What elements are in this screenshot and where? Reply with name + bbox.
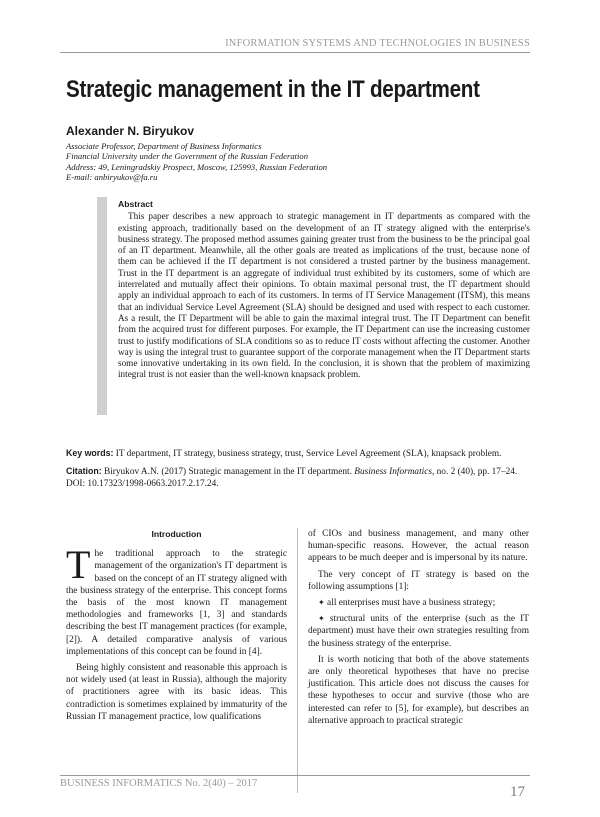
citation-text: Biryukov A.N. (2017) Strategic management in the IT department.	[101, 467, 355, 477]
running-header: INFORMATION SYSTEMS AND TECHNOLOGIES IN BUSINESS	[60, 38, 530, 53]
running-footer: BUSINESS INFORMATICS No. 2(40) – 2017	[60, 778, 258, 789]
citation-journal: Business Informatics,	[354, 467, 435, 477]
affiliation-address: Address: 49, Leningradskiy Prospect, Moscow, 125993, Russian Federation	[66, 161, 328, 172]
citation-label: Citation:	[66, 466, 102, 476]
bullet-icon: ✦	[318, 598, 325, 608]
list-item	[308, 613, 529, 650]
abstract-block	[118, 199, 530, 381]
author-name: Alexander N. Biryukov	[66, 124, 195, 138]
citation	[66, 466, 530, 490]
paragraph: It is worth noticing that both of the above statements are only theoretical hypotheses that have no precise justification. This article does not discuss the causes for these hypotheses to occur and survive (those who are interested can refer to [5], for example), but describes an alternative approach to practical strategic	[308, 654, 529, 726]
paragraph	[66, 542, 287, 658]
affiliation-university: Financial University under the Government of the Russian Federation	[66, 151, 309, 162]
paragraph: Being highly consistent and reasonable this approach is not widely used (at least in Russia), although the majority of practitioners agree with its basic ideas. This contradiction is sometimes explained by immaturity of the Russian IT management practice, low qualifications	[66, 663, 287, 722]
page-number: 17	[510, 784, 525, 800]
affiliation-email[interactable]: E-mail: anbiryukov@fa.ru	[66, 172, 158, 183]
paragraph: of CIOs and business management, and many other human-specific reasons. However, the actual reason appears to be much deeper and is impersonal by its nature.	[308, 529, 529, 564]
bullet-icon: ✦	[318, 614, 325, 624]
article-title: Strategic management in the IT department	[66, 76, 480, 103]
abstract-text: This paper describes a new approach to strategic management in IT departments as compared with the existing approach, traditionally based on the development of an IT strategy aligned with the enterprise's business strategy. The proposed method assumes gaining greater trust from the business to be the principal goal of an IT department. Meanwhile, all the other goals are treated as implications of the trust, because none of them can be achieved if the IT department is not considered a trusted partner by the business management. Trust in the IT department is an aggregate of individual trust exhibited by its customers, some of which are interrelated and mutually affect their opinions. To obtain maximal personal trust, the IT department should apply an individual approach to each of its customers. In terms of IT Service Management (ITSM), this means that an individual Service Level Agreement (SLA) should be designed and used with respect to each customer. As a result, the IT Department will be able to gain the maximal integral trust. The IT Department can benefit from the acquired trust for different purposes. For example, the IT Department can use the increasing customer trust to justify modifications of SLA conditions so as to reduce IT costs without affecting the customer. Another way is using the integral trust to guarantee support of the corporate management when the IT Department starts some innovative undertaking in its own field. In the conclusion, it is shown that the problem of maximizing integral trust is not easier than the well-known knapsack problem.	[118, 211, 530, 380]
author-affiliation	[66, 141, 327, 183]
abstract-heading: Abstract	[118, 199, 153, 209]
drop-cap: T	[66, 542, 91, 588]
paragraph: The very concept of IT strategy is based on the following assumptions [1]:	[308, 569, 529, 592]
body-column-right	[308, 528, 529, 731]
keywords-label: Key words:	[66, 448, 114, 458]
citation-details: no. 2 (40), pp. 17–24. DOI: 10.17323/1998-0663.2017.2.17.24.	[66, 467, 518, 489]
abstract-sidebar-bar	[97, 197, 107, 415]
list-item-text: structural units of the enterprise (such as the IT department) must have their own strategies resulting from the business strategy of the enterprise.	[308, 614, 529, 649]
list-item	[308, 597, 529, 609]
footer-rule	[60, 775, 530, 776]
paragraph-text: he traditional approach to the strategic management of the organization's IT department is based on the concept of an IT strategy aligned with the business strategy of the enterprise. This concept forms the basis of the most known IT management methodologies and frameworks [1, 3] and standards describing the best IT management practices (for example, [2]). A detailed comparative analysis of various implementations of this concept can be found in [4].	[66, 549, 287, 657]
column-divider	[297, 528, 298, 793]
section-heading-introduction: Introduction	[151, 529, 202, 539]
keywords-text: IT department, IT strategy, business strategy, trust, Service Level Agreement (SLA), knapsack problem.	[113, 449, 502, 459]
list-item-text: all enterprises must have a business strategy;	[324, 598, 496, 609]
keywords	[66, 448, 530, 461]
affiliation-position: Associate Professor, Department of Business Informatics	[66, 141, 262, 151]
body-column-left	[66, 528, 287, 727]
